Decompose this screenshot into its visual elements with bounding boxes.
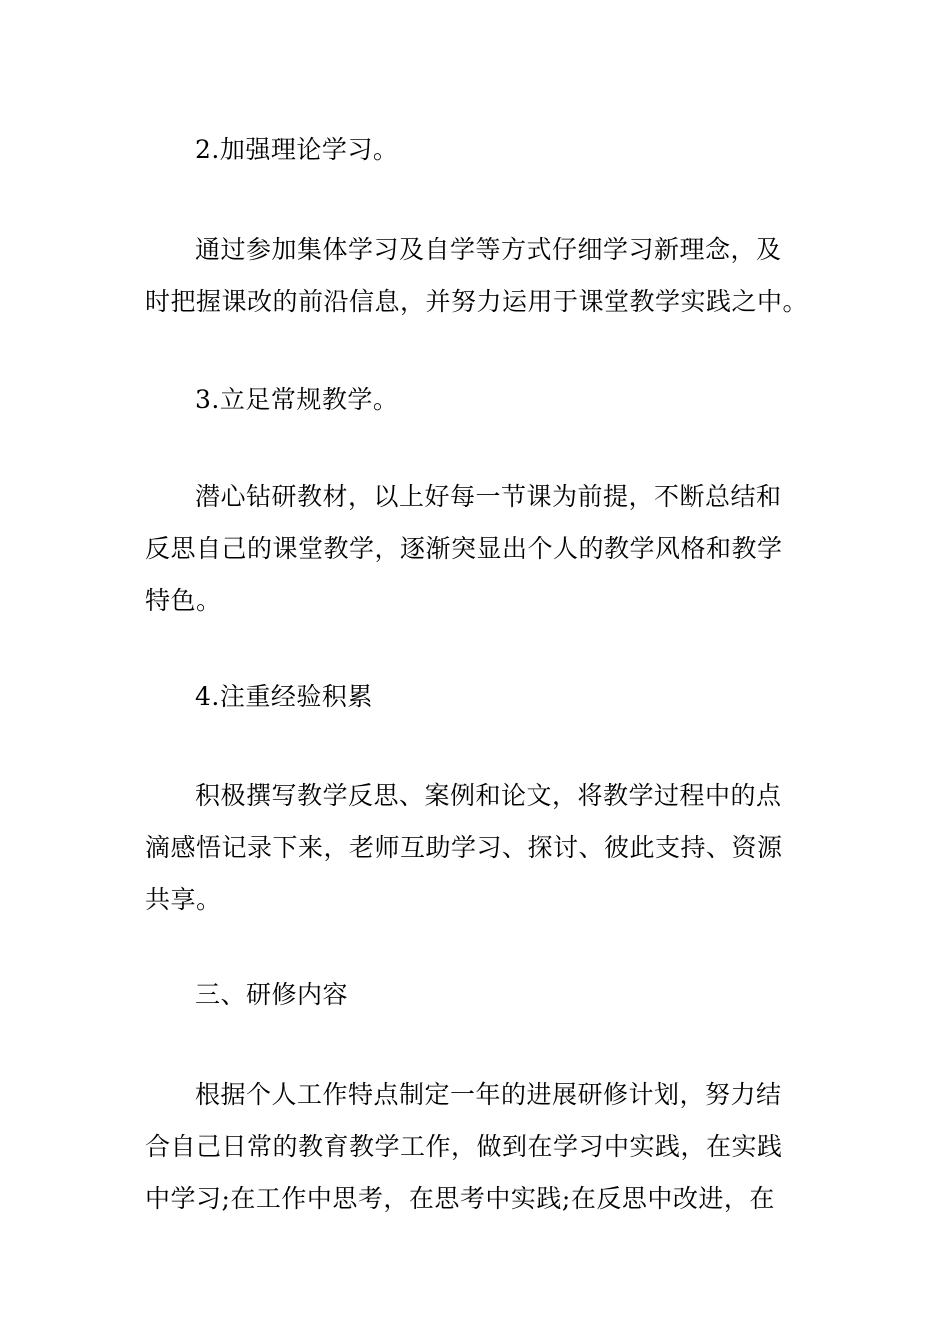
paragraph-regular-teaching (145, 471, 810, 627)
heading-regular-teaching (145, 374, 810, 426)
text-line: 反思自己的课堂教学，逐渐突显出个人的教学风格和教学 (145, 534, 783, 563)
text-line: 潜心钻研教材，以上好每一节课为前提，不断总结和 (195, 482, 782, 511)
text-line: 4.注重经验积累 (195, 682, 373, 711)
paragraph-theory-study (145, 224, 810, 328)
text-line: 滴感悟记录下来，老师互助学习、探讨、彼此支持、资源 (145, 833, 783, 862)
heading-study-content (145, 969, 810, 1021)
text-line: 3.立足常规教学。 (195, 385, 399, 414)
text-line: 特色。 (145, 586, 222, 615)
text-line: 2.加强理论学习。 (195, 135, 399, 164)
text-line: 通过参加集体学习及自学等方式仔细学习新理念，及 (195, 235, 782, 264)
paragraph-experience-accumulation (145, 770, 810, 926)
text-line: 合自己日常的教育教学工作，做到在学习中实践，在实践 (145, 1132, 783, 1161)
text-line: 时把握课改的前沿信息，并努力运用于课堂教学实践之中。 (145, 287, 809, 316)
text-line: 共享。 (145, 885, 222, 914)
heading-experience-accumulation (145, 671, 810, 723)
text-line: 积极撰写教学反思、案例和论文，将教学过程中的点 (195, 781, 782, 810)
paragraph-study-content (145, 1069, 810, 1225)
heading-strengthen-theory-study (145, 124, 810, 176)
text-line: 根据个人工作特点制定一年的进展研修计划，努力结 (195, 1080, 782, 1109)
text-line: 中学习;在工作中思考，在思考中实践;在反思中改进，在 (145, 1184, 775, 1213)
text-line: 三、研修内容 (195, 980, 349, 1009)
